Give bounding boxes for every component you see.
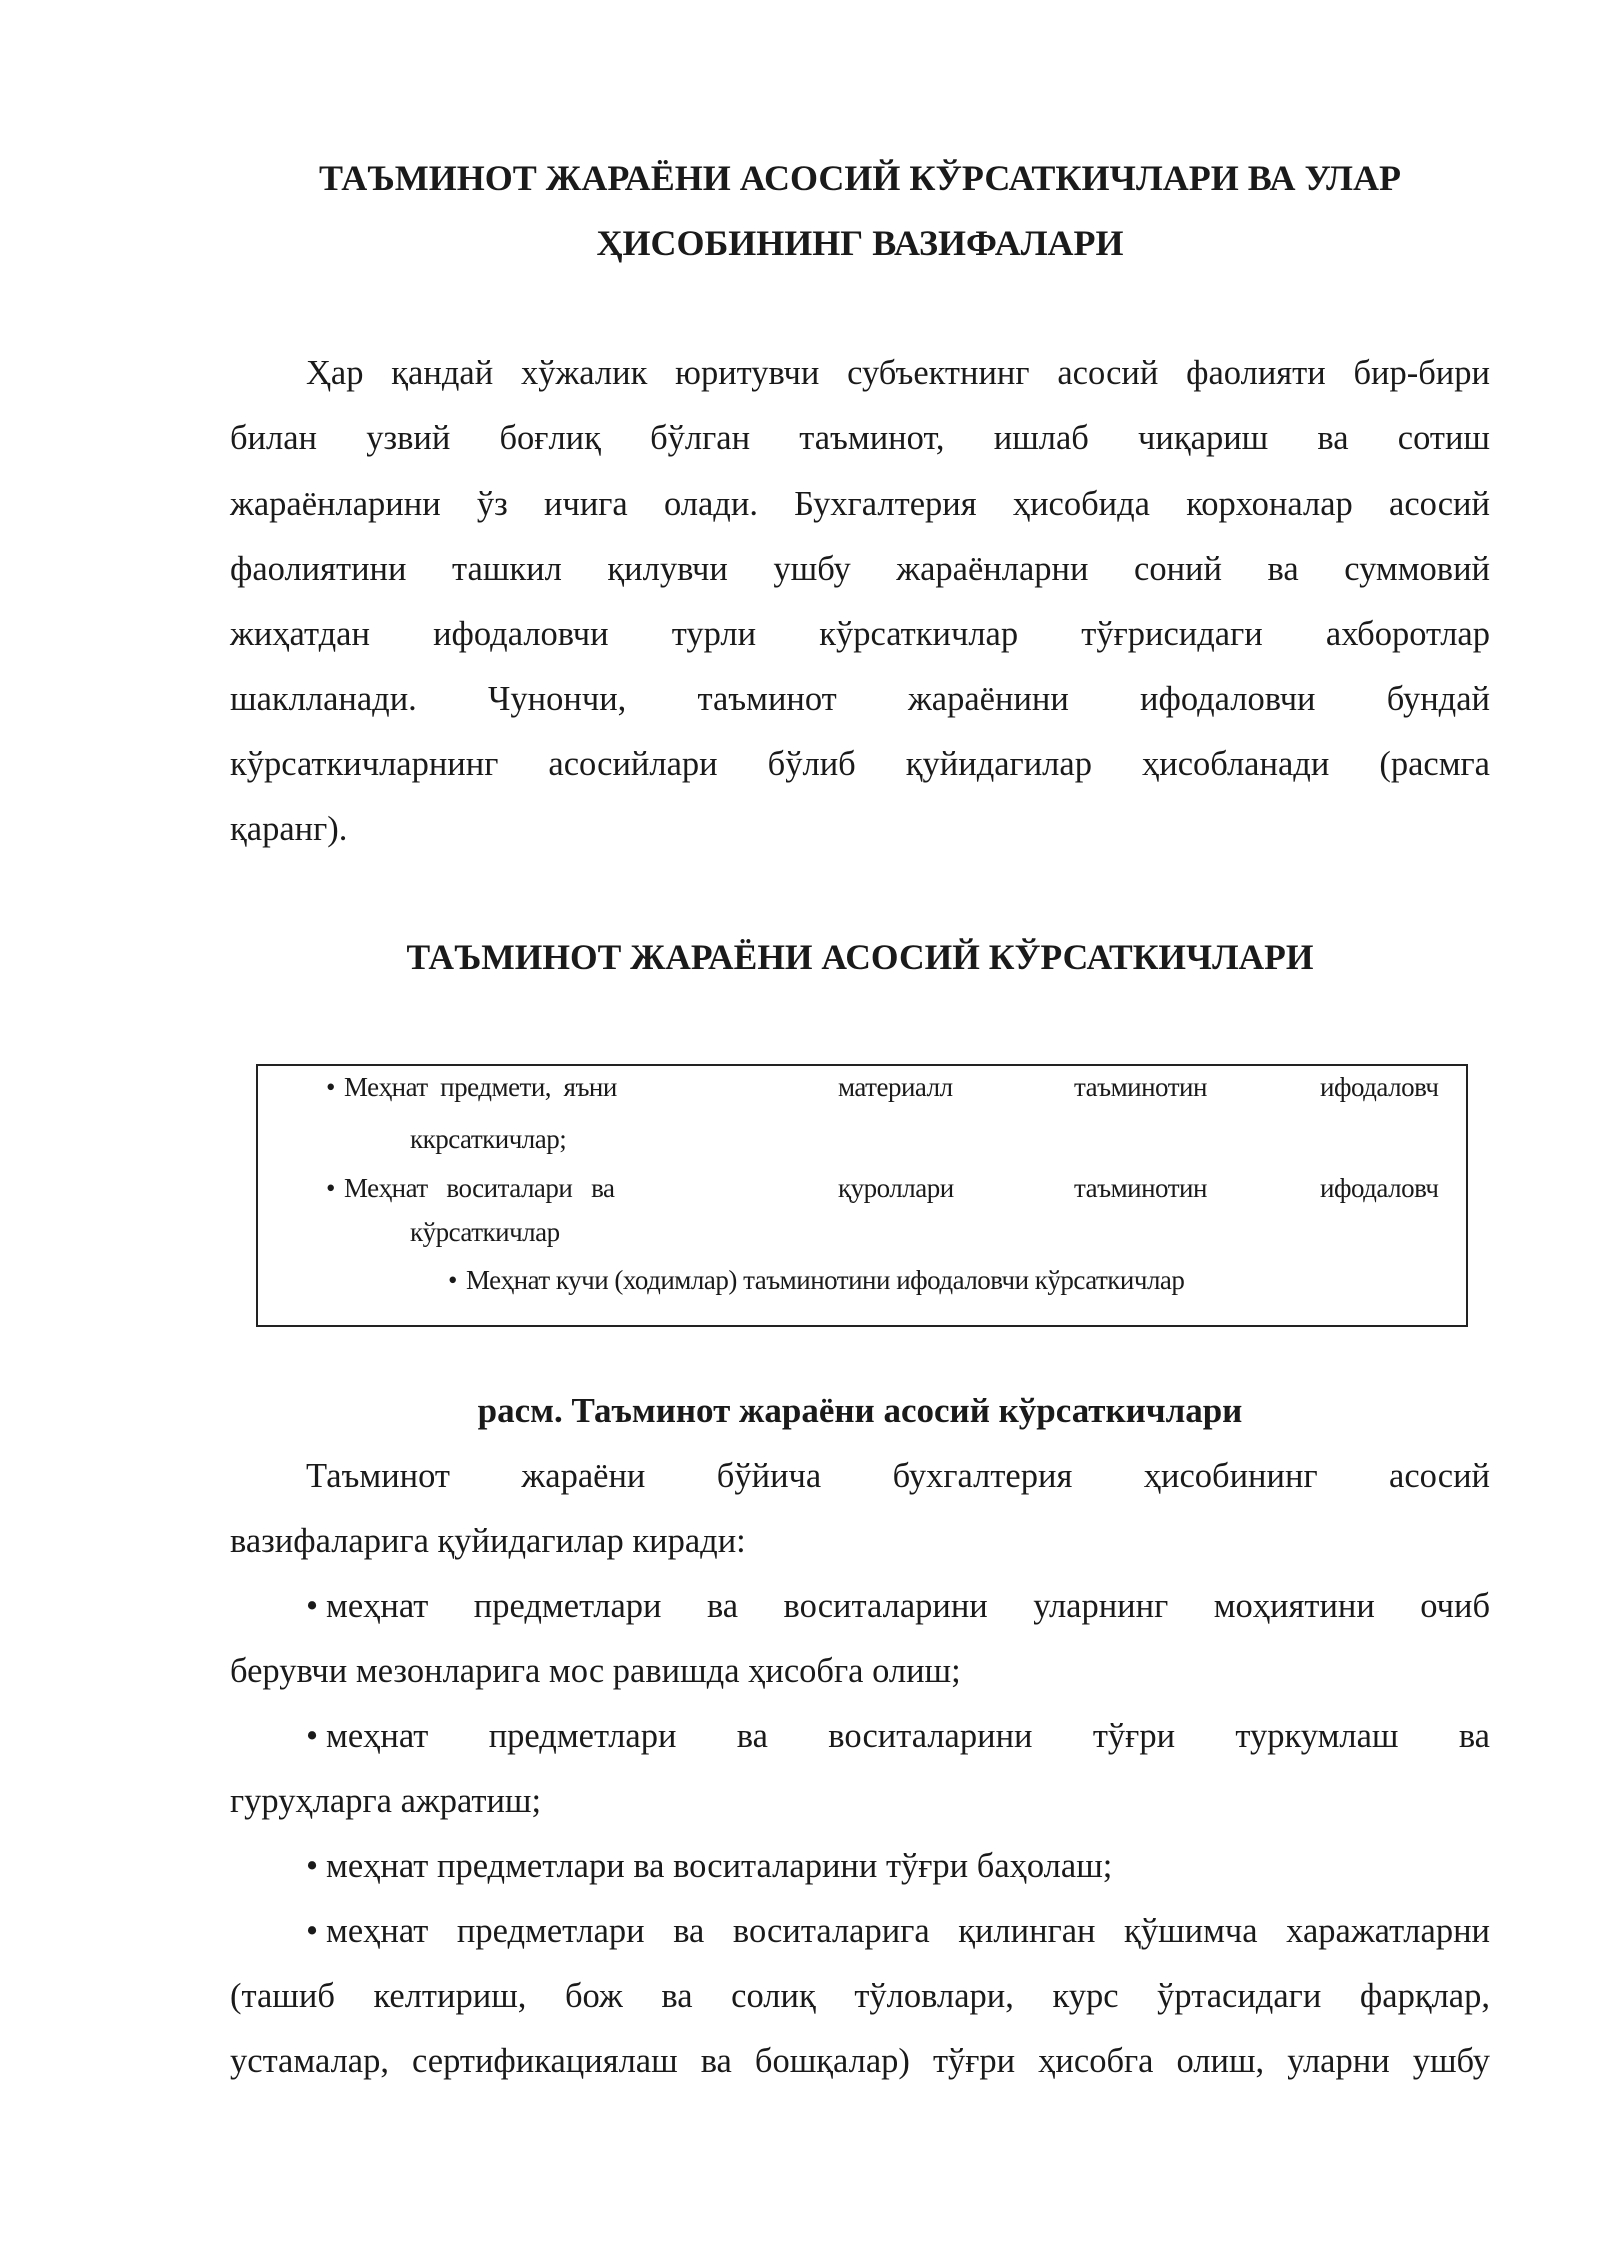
indicator-1-continuation: ккрсаткичлар; bbox=[410, 1124, 567, 1154]
indicator-1-part-b: материалл bbox=[838, 1072, 953, 1102]
paragraph-line: кўрсаткичларнинг асосийлари бўлиб қуйидагилар ҳисобланади (расмга bbox=[230, 745, 1490, 783]
bullet-icon: • bbox=[306, 1587, 319, 1625]
paragraph-line: билан узвий боғлиқ бўлган таъминот, ишлаб чиқариш ва сотиш bbox=[230, 419, 1490, 457]
list-item-text: (ташиб келтириш, бож ва солиқ тўловлари, курс ўртасидаги фарқлар, bbox=[230, 1977, 1490, 2015]
main-heading-line-2: ҲИСОБИНИНГ ВАЗИФАЛАРИ bbox=[596, 223, 1124, 263]
indicators-box bbox=[256, 1064, 1468, 1327]
bullet-icon: • bbox=[448, 1265, 457, 1295]
paragraph-line: Таъминот жараёни бўйича бухгалтерия ҳисобининг асосий bbox=[306, 1457, 1490, 1495]
figure-caption: расм. Таъминот жараёни асосий кўрсаткичлари bbox=[477, 1391, 1243, 1430]
list-item-text: устамалар, сертификациялаш ва бошқалар) тўғри ҳисобга олиш, уларни ушбу bbox=[230, 2042, 1490, 2080]
indicator-1-part-d: ифодаловч bbox=[1320, 1072, 1439, 1102]
list-item-text: гуруҳларга ажратиш; bbox=[230, 1782, 542, 1820]
paragraph-line: фаолиятини ташкил қилувчи ушбу жараёнларни соний ва суммовий bbox=[230, 550, 1490, 588]
indicator-1-part-a: Меҳнат предмети, яъни bbox=[344, 1072, 617, 1102]
paragraph-line: Ҳар қандай хўжалик юритувчи субъектнинг асосий фаолияти бир-бири bbox=[306, 354, 1490, 392]
indicator-2-part-c: таъминотин bbox=[1074, 1173, 1207, 1203]
paragraph-line: қаранг). bbox=[230, 810, 348, 848]
bullet-icon: • bbox=[326, 1173, 335, 1203]
list-item-text: меҳнат предметлари ва воситаларини тўғри баҳолаш; bbox=[326, 1847, 1113, 1885]
list-item-text: меҳнат предметлари ва воситаларига қилинган қўшимча харажатларни bbox=[326, 1912, 1490, 1950]
paragraph-line: вазифаларига қуйидагилар киради: bbox=[230, 1522, 746, 1560]
bullet-icon: • bbox=[306, 1847, 319, 1885]
paragraph-line: жараёнларини ўз ичига олади. Бухгалтерия ҳисобида корхоналар асосий bbox=[230, 485, 1490, 523]
indicator-3: Меҳнат кучи (ходимлар) таъминотини ифодаловчи кўрсаткичлар bbox=[466, 1265, 1185, 1295]
bullet-icon: • bbox=[306, 1912, 319, 1950]
indicator-1-part-c: таъминотин bbox=[1074, 1072, 1207, 1102]
indicator-2-continuation: кўрсаткичлар bbox=[410, 1217, 560, 1247]
paragraph-line: жиҳатдан ифодаловчи турли кўрсаткичлар тўғрисидаги ахборотлар bbox=[230, 615, 1490, 653]
indicator-2-part-d: ифодаловч bbox=[1320, 1173, 1439, 1203]
bullet-icon: • bbox=[326, 1072, 335, 1102]
list-item-text: меҳнат предметлари ва воситаларини уларнинг моҳиятини очиб bbox=[326, 1587, 1490, 1625]
indicator-2-part-b: қуроллари bbox=[838, 1173, 954, 1203]
paragraph-line: шаклланади. Чунончи, таъминот жараёнини ифодаловчи бундай bbox=[230, 680, 1490, 718]
bullet-icon: • bbox=[306, 1717, 319, 1755]
main-heading-line-1: ТАЪМИНОТ ЖАРАЁНИ АСОСИЙ КЎРСАТКИЧЛАРИ ВА УЛАР bbox=[319, 158, 1401, 198]
indicator-2-part-a: Меҳнат воситалари ва bbox=[344, 1173, 615, 1203]
figure-heading: ТАЪМИНОТ ЖАРАЁНИ АСОСИЙ КЎРСАТКИЧЛАРИ bbox=[406, 937, 1314, 977]
list-item-text: берувчи мезонларига мос равишда ҳисобга олиш; bbox=[230, 1652, 961, 1690]
list-item-text: меҳнат предметлари ва воситаларини тўғри туркумлаш ва bbox=[326, 1717, 1490, 1755]
